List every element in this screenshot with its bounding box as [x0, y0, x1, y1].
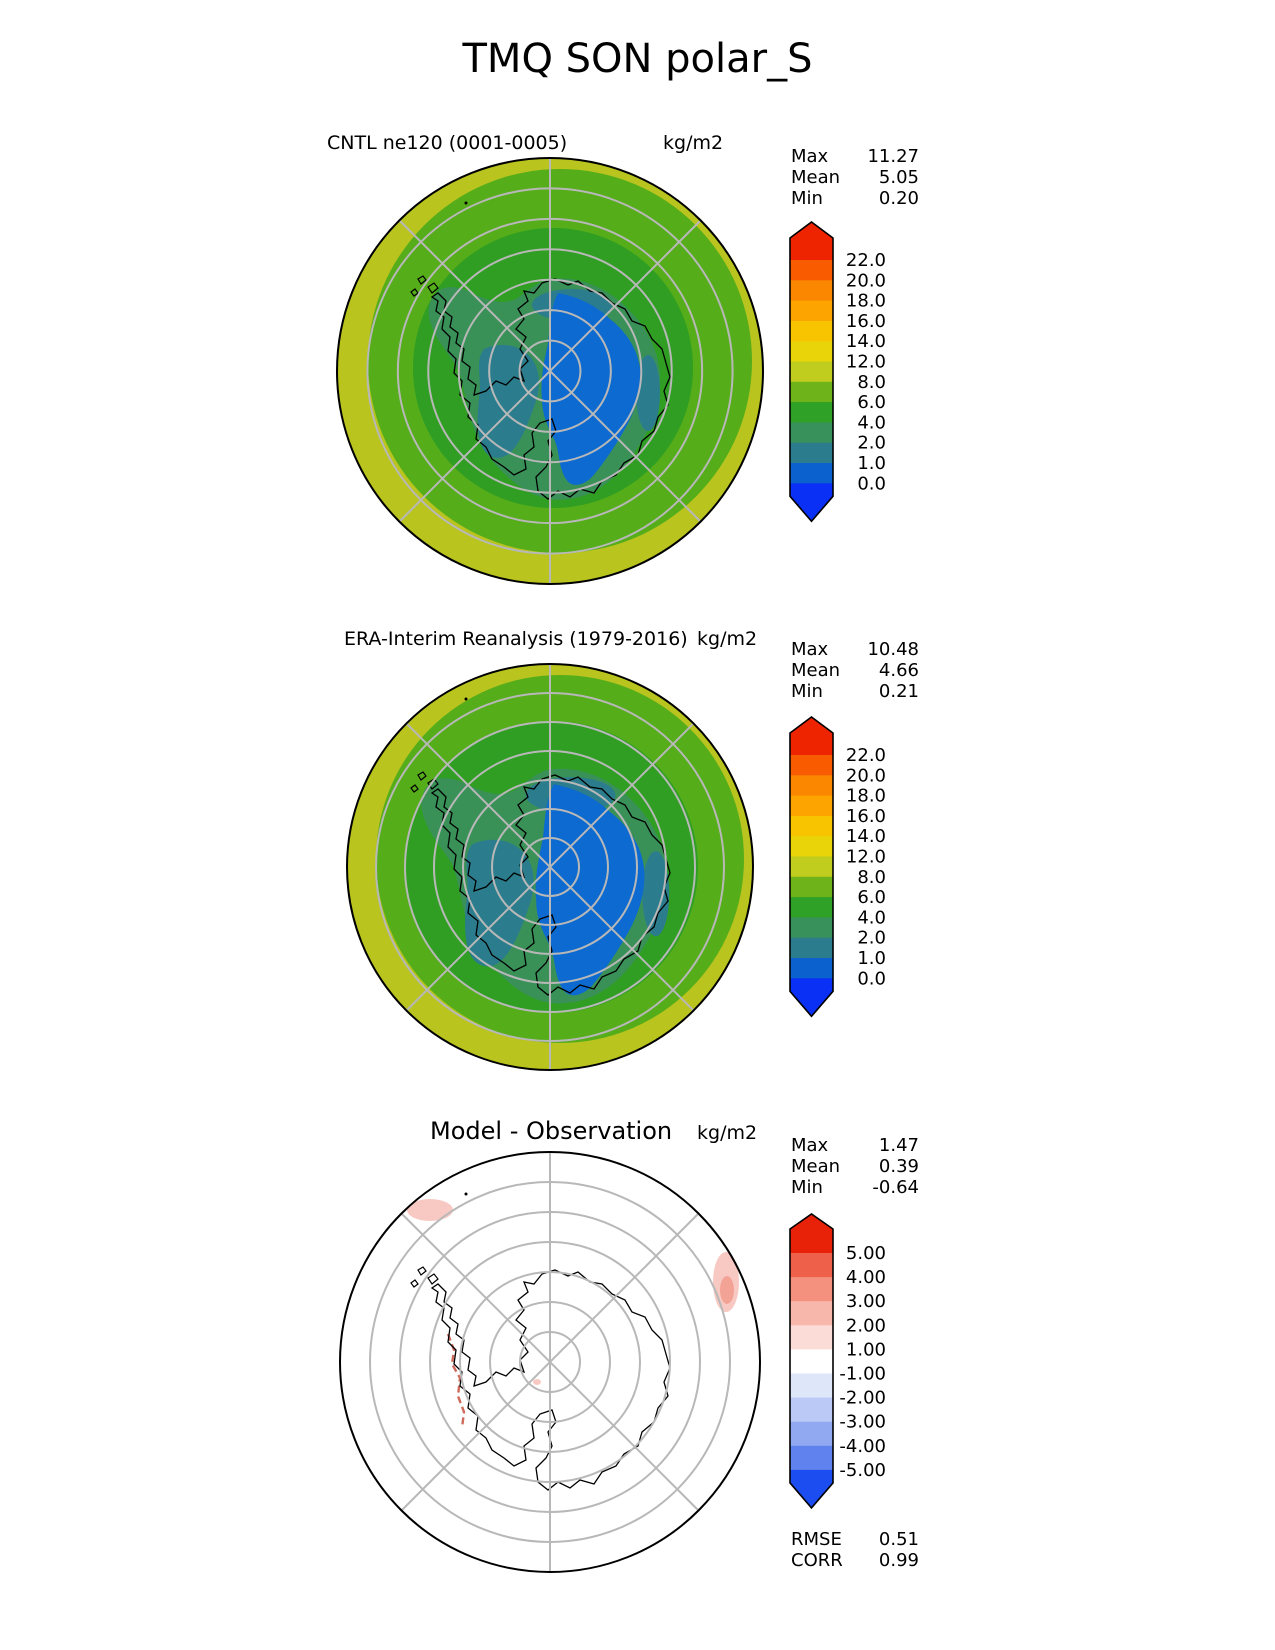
- colorbar-tick-label: 6.0: [857, 392, 886, 414]
- colorbar-panel3: [790, 1214, 886, 1508]
- stat-label: Mean: [791, 1156, 841, 1177]
- colorbar-under-arrow: [790, 978, 833, 1016]
- colorbar-tick-label: 6.0: [857, 887, 886, 909]
- colorbar-tick-label: 0.0: [857, 968, 886, 990]
- colorbar-tick-label: 4.0: [857, 412, 886, 434]
- colorbar-tick-label: 18.0: [845, 785, 886, 807]
- panel2-units: kg/m2: [697, 628, 758, 650]
- colorbar-over-arrow: [790, 1214, 833, 1253]
- colorbar-band: [790, 1398, 833, 1423]
- stat-value: 5.05: [878, 167, 919, 188]
- colorbar-tick-label: -2.00: [839, 1387, 886, 1409]
- stat-label: Max: [791, 146, 829, 167]
- colorbar-under-arrow: [790, 483, 833, 521]
- colorbar-band: [790, 443, 833, 464]
- stat-value: 11.27: [867, 146, 919, 167]
- colorbar-tick-label: 16.0: [845, 310, 886, 332]
- colorbar-band: [790, 836, 833, 857]
- stat-value: 1.47: [878, 1135, 919, 1156]
- colorbar-band: [790, 321, 833, 342]
- colorbar-tick-label: 20.0: [845, 765, 886, 787]
- colorbar-tick-label: 22.0: [845, 250, 886, 271]
- colorbar-tick-label: 0.0: [857, 473, 886, 495]
- colorbar-tick-label: 2.00: [845, 1315, 886, 1337]
- colorbar-tick-label: 1.0: [857, 453, 886, 474]
- colorbar-band: [790, 857, 833, 878]
- colorbar-under-arrow: [790, 1470, 833, 1508]
- colorbar-tick-label: 5.00: [845, 1243, 886, 1264]
- colorbar-panel1: [790, 222, 886, 521]
- stat-value: 0.21: [878, 681, 919, 702]
- colorbar-band: [790, 1277, 833, 1302]
- colorbar-band: [790, 1446, 833, 1471]
- stat-value: 0.20: [878, 188, 919, 209]
- colorbar-band: [790, 463, 833, 484]
- colorbar-band: [790, 362, 833, 383]
- colorbar-band: [790, 301, 833, 322]
- colorbar-band: [790, 1325, 833, 1350]
- colorbar-tick-label: -5.00: [839, 1459, 886, 1481]
- colorbar-band: [790, 1349, 833, 1374]
- stat-label: RMSE: [791, 1529, 842, 1550]
- panel3-title: Model - Observation: [430, 1117, 673, 1145]
- colorbar-tick-label: 18.0: [845, 290, 886, 312]
- colorbar-band: [790, 897, 833, 918]
- stat-value: 4.66: [878, 660, 919, 681]
- colorbar-tick-label: 2.0: [857, 432, 886, 454]
- colorbar-tick-label: 1.00: [845, 1339, 886, 1361]
- colorbar-band: [790, 341, 833, 362]
- colorbar-tick-label: 8.0: [857, 371, 886, 393]
- colorbar-tick-label: 14.0: [845, 826, 886, 848]
- colorbar-tick-label: 22.0: [845, 745, 886, 766]
- colorbar-tick-label: 4.00: [845, 1267, 886, 1289]
- colorbar-panel2: [790, 717, 886, 1016]
- colorbar-tick-label: 16.0: [845, 805, 886, 827]
- colorbar-band: [790, 796, 833, 817]
- stat-label: Max: [791, 639, 829, 660]
- colorbar-tick-label: 14.0: [845, 331, 886, 353]
- figure-title: TMQ SON polar_S: [462, 36, 813, 82]
- colorbar-tick-label: 12.0: [845, 351, 886, 373]
- colorbar-over-arrow: [790, 222, 833, 260]
- stat-value: 0.39: [878, 1156, 919, 1177]
- stat-label: Mean: [791, 660, 841, 681]
- stat-value: 0.99: [878, 1550, 919, 1571]
- colorbar-tick-label: -3.00: [839, 1411, 886, 1433]
- colorbar-band: [790, 938, 833, 959]
- colorbar-tick-label: 2.0: [857, 927, 886, 949]
- panel1-units: kg/m2: [663, 132, 724, 154]
- stat-value: 10.48: [867, 639, 919, 660]
- panel3-units: kg/m2: [697, 1122, 758, 1144]
- panel2-title: ERA-Interim Reanalysis (1979-2016): [344, 628, 688, 650]
- colorbar-band: [790, 775, 833, 796]
- stat-label: Max: [791, 1135, 829, 1156]
- colorbar-tick-label: 4.0: [857, 907, 886, 929]
- colorbar-band: [790, 877, 833, 898]
- colorbar-tick-label: 20.0: [845, 270, 886, 292]
- stat-value: -0.64: [872, 1177, 919, 1198]
- stat-label: CORR: [791, 1550, 843, 1571]
- colorbar-tick-label: 8.0: [857, 866, 886, 888]
- colorbar-tick-label: 3.00: [845, 1291, 886, 1313]
- stat-value: 0.51: [878, 1529, 919, 1550]
- stat-label: Min: [791, 681, 823, 702]
- colorbar-band: [790, 1422, 833, 1447]
- stat-label: Mean: [791, 167, 841, 188]
- colorbar-tick-label: 12.0: [845, 846, 886, 868]
- colorbar-band: [790, 1301, 833, 1326]
- colorbar-band: [790, 917, 833, 938]
- colorbar-band: [790, 260, 833, 281]
- colorbar-band: [790, 402, 833, 423]
- colorbar-band: [790, 816, 833, 837]
- colorbar-tick-label: -4.00: [839, 1435, 886, 1457]
- colorbar-band: [790, 958, 833, 979]
- colorbar-band: [790, 280, 833, 301]
- colorbar-band: [790, 1374, 833, 1399]
- colorbar-band: [790, 382, 833, 403]
- colorbar-band: [790, 755, 833, 776]
- colorbar-band: [790, 1253, 833, 1278]
- panel1-title: CNTL ne120 (0001-0005): [327, 132, 568, 154]
- stat-label: Min: [791, 1177, 823, 1198]
- colorbar-tick-label: 1.0: [857, 948, 886, 969]
- colorbar-band: [790, 422, 833, 443]
- stat-label: Min: [791, 188, 823, 209]
- colorbar-tick-label: -1.00: [839, 1363, 886, 1385]
- colorbar-over-arrow: [790, 717, 833, 755]
